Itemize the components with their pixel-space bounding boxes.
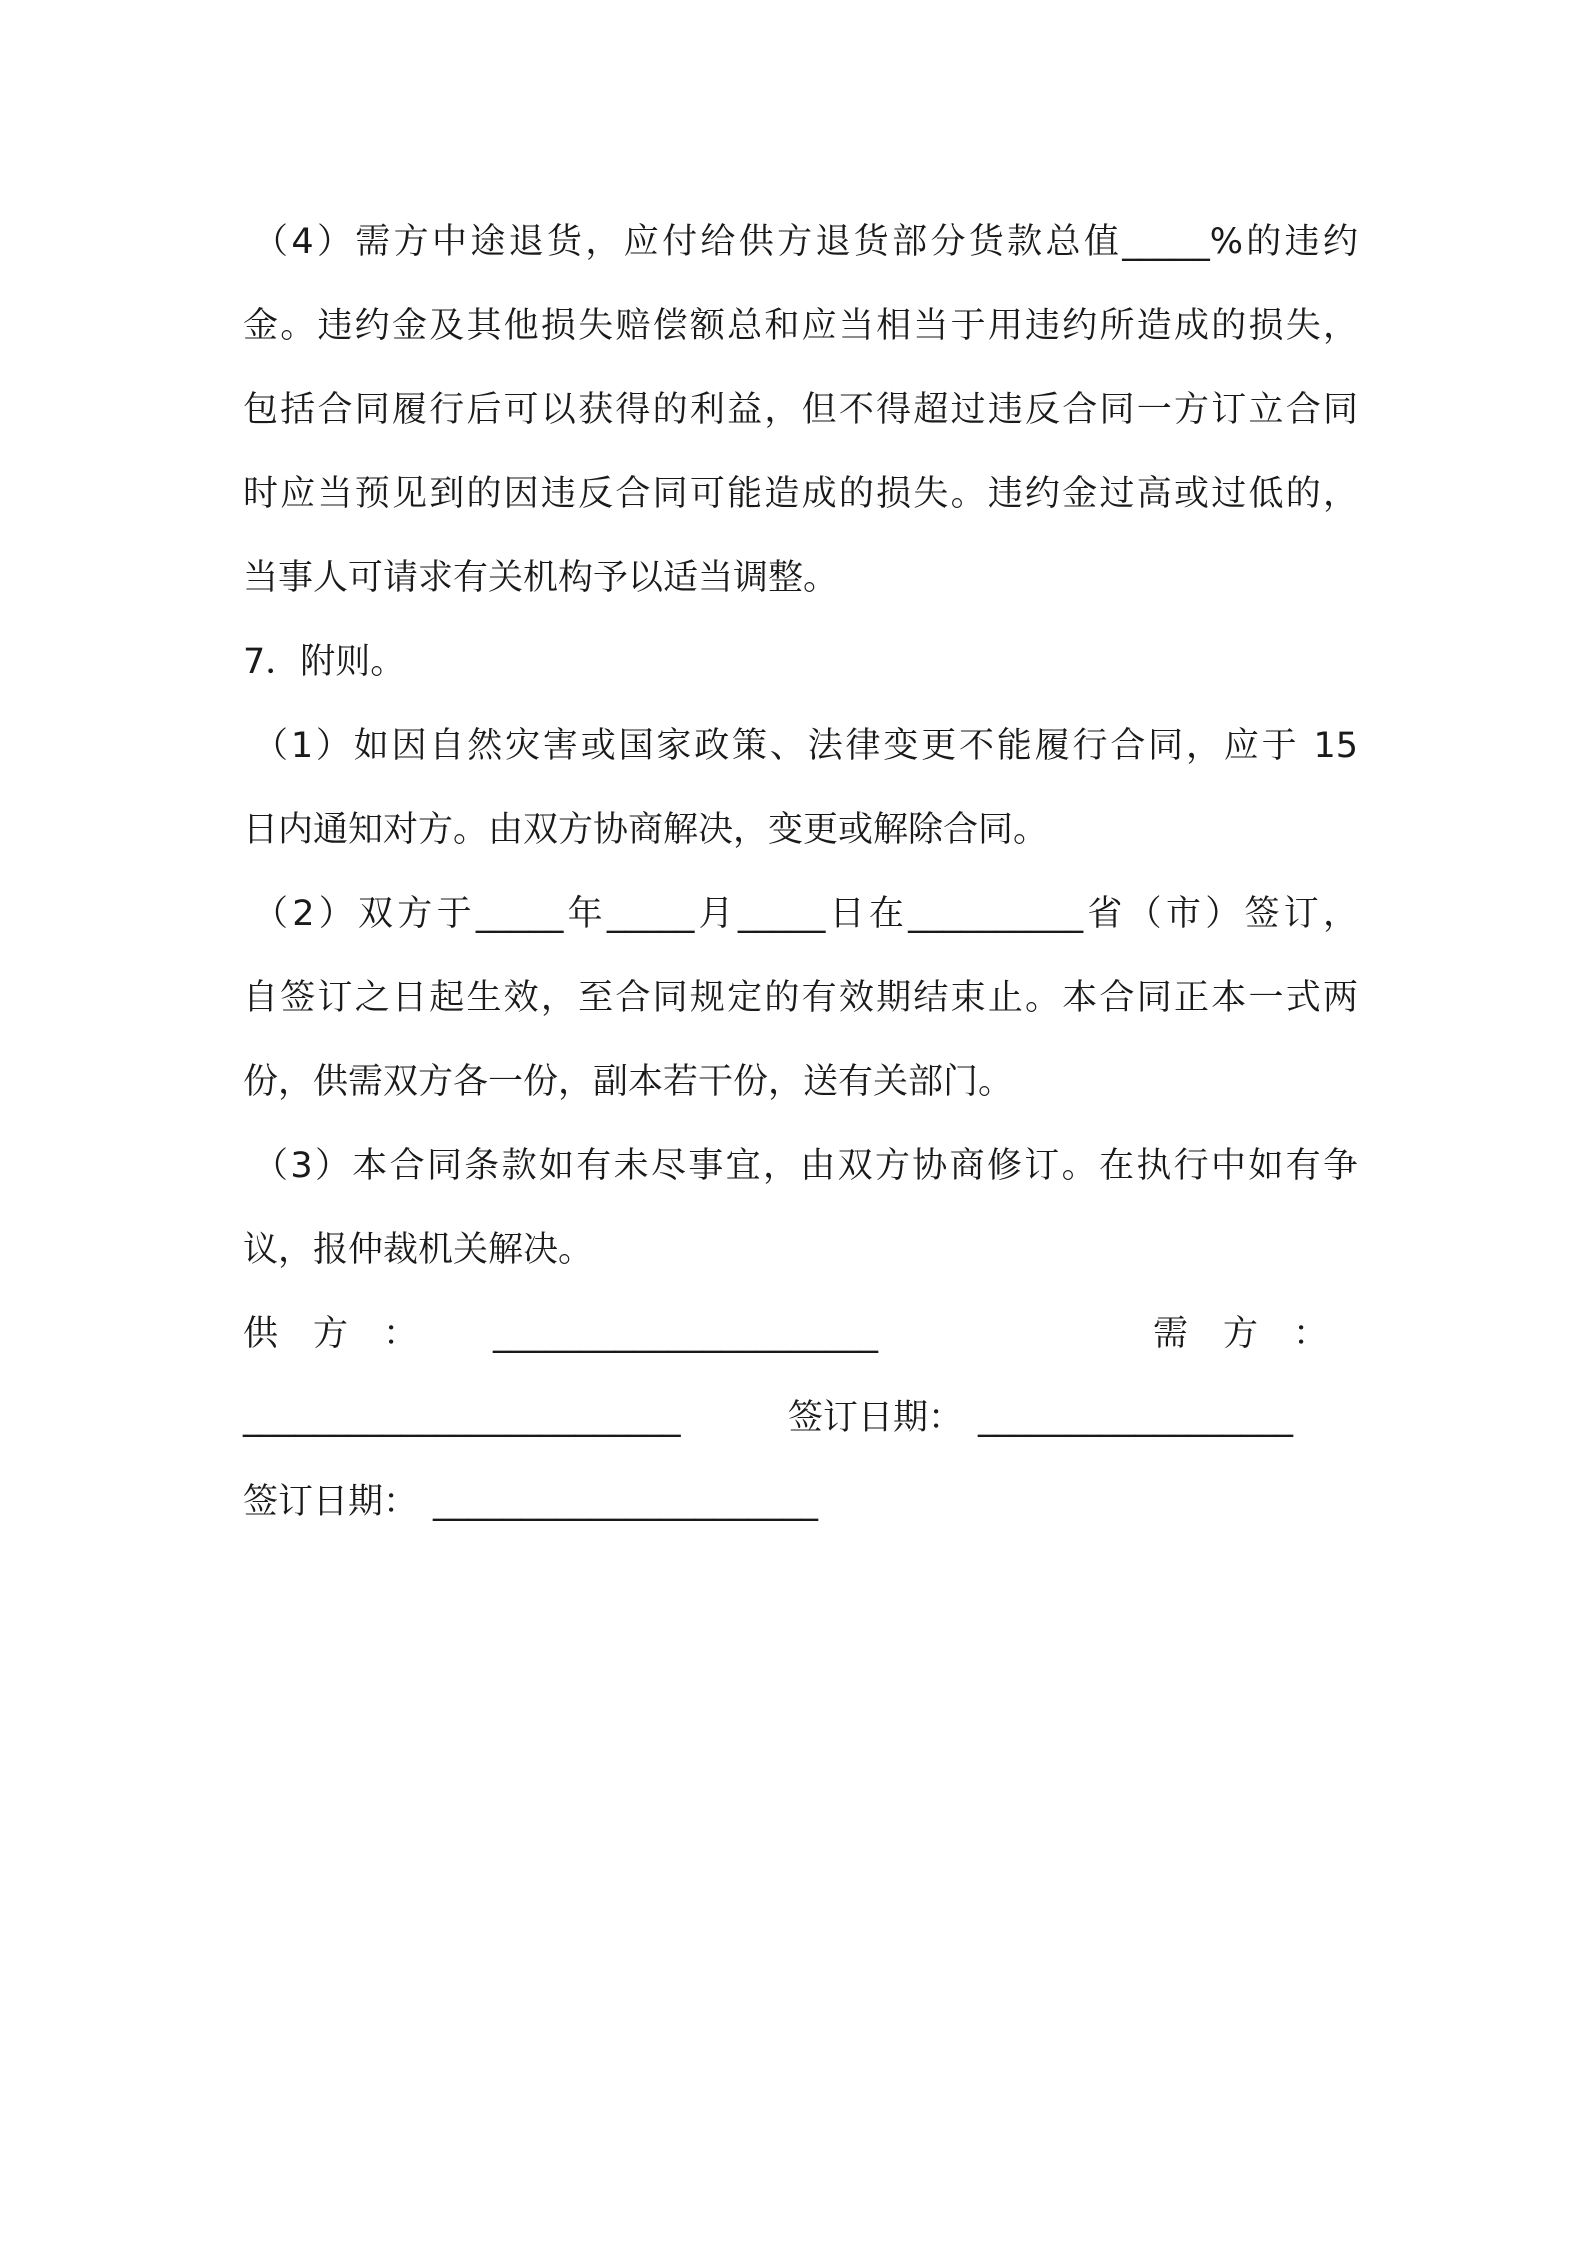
clause-4-line-1: （4）需方中途退货，应付给供方退货部分货款总值_____%的违约 [253, 222, 1358, 262]
signature-row-1 [243, 1292, 1358, 1376]
document-body [243, 200, 1358, 1544]
signature-row-2 [243, 1376, 1358, 1460]
supplier-label: 供 方 ： [243, 1314, 419, 1354]
section-7-item-3 [243, 1124, 1358, 1292]
section-7-heading: 7．附则。 [243, 642, 406, 682]
item-2-line-3: 份，供需双方各一份，副本若干份，送有关部门。 [243, 1062, 1014, 1102]
supplier-date-label: 签订日期： [243, 1482, 419, 1522]
clause-4-line-3: 包括合同履行后可以获得的利益，但不得超过违反合同一方订立合同 [243, 390, 1358, 430]
item-3-line-2: 议，报仲裁机关解决。 [243, 1230, 594, 1270]
clause-4-line-2: 金。违约金及其他损失赔偿额总和应当相当于用违约所造成的损失， [243, 306, 1358, 346]
signature-block [243, 1292, 1358, 1544]
clause-4-line-4: 时应当预见到的因违反合同可能造成的损失。违约金过高或过低的， [243, 474, 1358, 514]
section-7-item-2 [243, 872, 1358, 1124]
supplier-signature-blank: ______________________ [493, 1314, 878, 1354]
signature-row-3 [243, 1460, 1358, 1544]
clause-4-line-5: 当事人可请求有关机构予以适当调整。 [243, 558, 839, 598]
item-1-line-1: （1）如因自然灾害或国家政策、法律变更不能履行合同，应于 15 [253, 726, 1358, 766]
item-2-line-1: （2）双方于_____年_____月_____日在__________省（市）签订， [253, 894, 1358, 934]
item-2-line-2: 自签订之日起生效，至合同规定的有效期结束止。本合同正本一式两 [243, 978, 1358, 1018]
supplier-date-blank: ______________________ [433, 1482, 818, 1522]
clause-4 [243, 200, 1358, 620]
buyer-date-label: 签订日期： [788, 1398, 964, 1438]
buyer-label: 需 方 ： [1153, 1314, 1329, 1354]
section-7-item-1 [243, 704, 1358, 872]
buyer-date-blank: __________________ [978, 1398, 1293, 1438]
item-1-line-2: 日内通知对方。由双方协商解决，变更或解除合同。 [243, 810, 1049, 850]
item-3-line-1: （3）本合同条款如有未尽事宜，由双方协商修订。在执行中如有争 [253, 1146, 1358, 1186]
buyer-signature-blank: _________________________ [243, 1398, 681, 1438]
